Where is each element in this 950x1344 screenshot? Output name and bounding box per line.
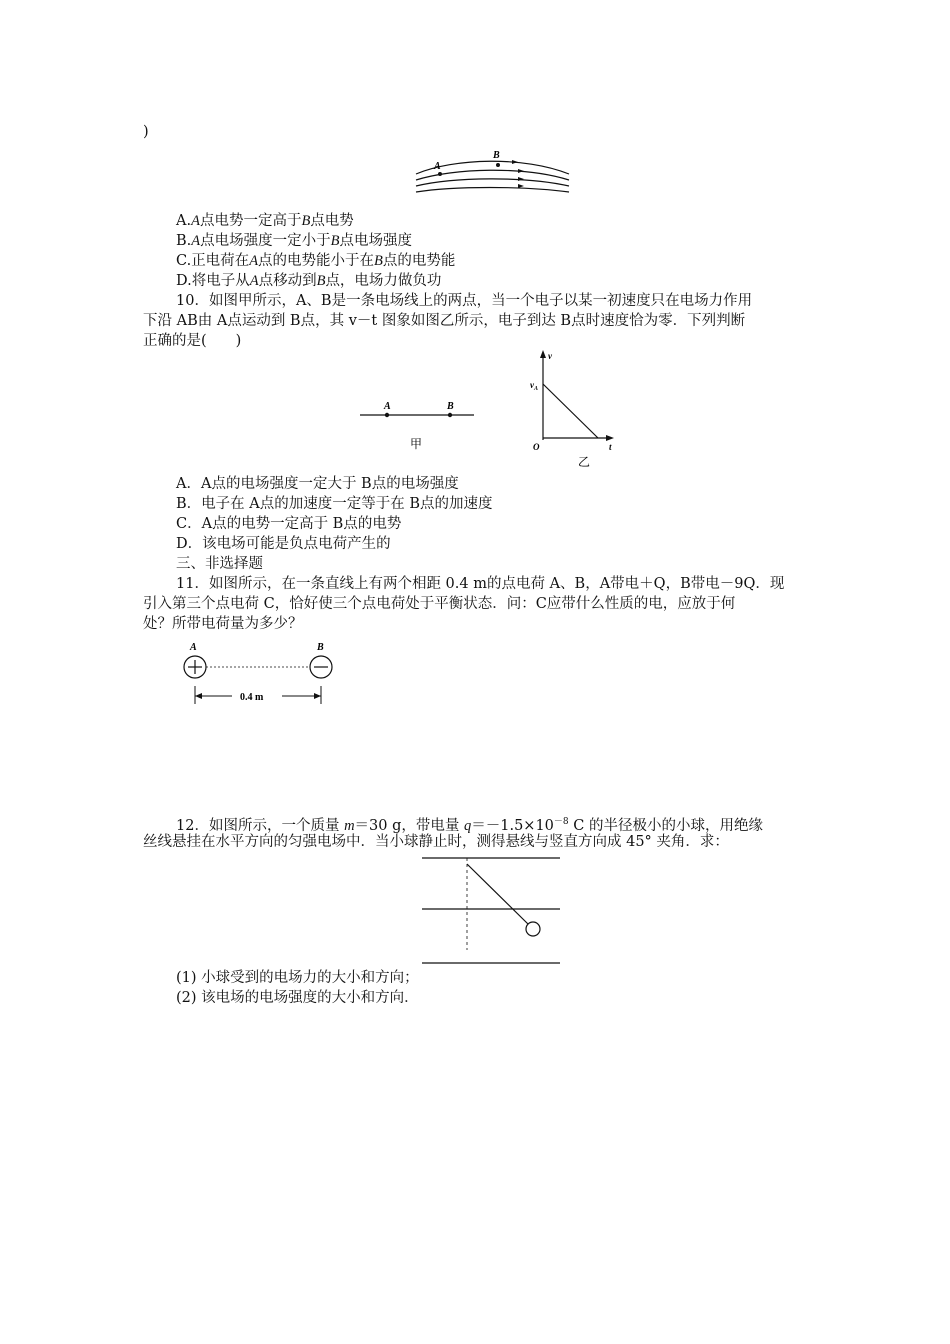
q10-stem-line3: 正确的是( ) (143, 333, 242, 349)
q10-option-d: D．该电场可能是负点电荷产生的 (176, 536, 391, 552)
q12-stem-line2: 丝线悬挂在水平方向的匀强电场中．当小球静止时，测得悬线与竖直方向成 45° 夹角．求： (143, 834, 729, 850)
point-b-dot (496, 163, 500, 167)
q11-charges-figure (180, 640, 350, 710)
q10-figure-yi-vt-graph (526, 348, 636, 468)
point-b-label: B (447, 401, 454, 412)
point-a-dot (438, 172, 442, 176)
q11-stem-line1: 11．如图所示，在一条直线上有两个相距 0.4 m的点电荷 A、B，A带电＋Q，B带电－9Q．现 (176, 576, 785, 592)
dim-arrow-right (314, 693, 321, 699)
arrow-1 (512, 160, 518, 164)
arrow-4 (518, 184, 524, 188)
q11-stem-line3: 处？所带电荷量为多少？ (143, 616, 303, 632)
t-axis-label: t (609, 442, 612, 452)
distance-label: 0.4 m (240, 692, 264, 703)
dim-arrow-left (195, 693, 202, 699)
q10-stem-line1: 10．如图甲所示，A、B是一条电场线上的两点，当一个电子以某一初速度只在电场力作用 (176, 293, 753, 309)
q9-field-line-figure (414, 148, 574, 198)
v-axis-label: v (548, 351, 552, 361)
q10-option-b: B．电子在 A点的加速度一定等于在 B点的加速度 (176, 496, 493, 512)
q11-stem-line2: 引入第三个点电荷 C，恰好使三个点电荷处于平衡状态．问：C应带什么性质的电，应放于何 (143, 596, 736, 612)
q9-option-b: B.A点电场强度一定小于B点电场强度 (176, 233, 412, 249)
field-line-3 (416, 179, 569, 186)
q12-pendulum-figure (422, 856, 562, 966)
q9-option-d: D.将电子从A点移动到B点，电场力做负功 (176, 273, 442, 289)
point-b-label: B (493, 150, 500, 161)
v-axis-arrow (540, 350, 546, 358)
point-a-dot (385, 413, 389, 417)
caption-jia: 甲 (410, 437, 423, 451)
q10-option-c: C．A点的电势一定高于 B点的电势 (176, 516, 402, 532)
q12-stem-line1: 12．如图所示，一个质量 m＝30 g，带电量 $q=-1.5\times 10^{-8}$ C 的半径极小的小球，用绝缘 (176, 817, 763, 834)
q10-option-a: A．A点的电场强度一定大于 B点的电场强度 (176, 476, 459, 492)
field-line-4 (416, 188, 569, 193)
point-a-label: A (434, 161, 441, 172)
vt-line (543, 384, 598, 438)
q9-option-c: C.正电荷在A点的电势能小于在B点的电势能 (176, 253, 456, 269)
q12-subquestion-2: (2) 该电场的电场强度的大小和方向． (176, 990, 419, 1006)
charged-ball (526, 922, 540, 936)
arrow-2 (518, 169, 524, 173)
suspension-thread (467, 864, 528, 924)
q9-option-a: A.A点电势一定高于B点电势 (176, 213, 354, 229)
caption-yi: 乙 (578, 455, 591, 469)
q9-stem-tail: ) (143, 124, 149, 140)
charge-a-label: A (190, 642, 197, 653)
point-b-dot (448, 413, 452, 417)
q10-stem-line2: 下沿 AB由 A点运动到 B点，其 v－t 图象如图乙所示，电子到达 B点时速度恰为零．下列判断 (143, 313, 746, 329)
q12-subquestion-1: (1) 小球受到的电场力的大小和方向； (176, 970, 419, 986)
va-label: $v_A$ (530, 380, 539, 392)
q10-figure-jia (360, 398, 480, 458)
t-axis-arrow (606, 435, 614, 441)
charge-b-label: B (317, 642, 324, 653)
point-a-label: A (384, 401, 391, 412)
origin-label: O (533, 442, 540, 452)
section-heading: 三、非选择题 (176, 556, 263, 572)
